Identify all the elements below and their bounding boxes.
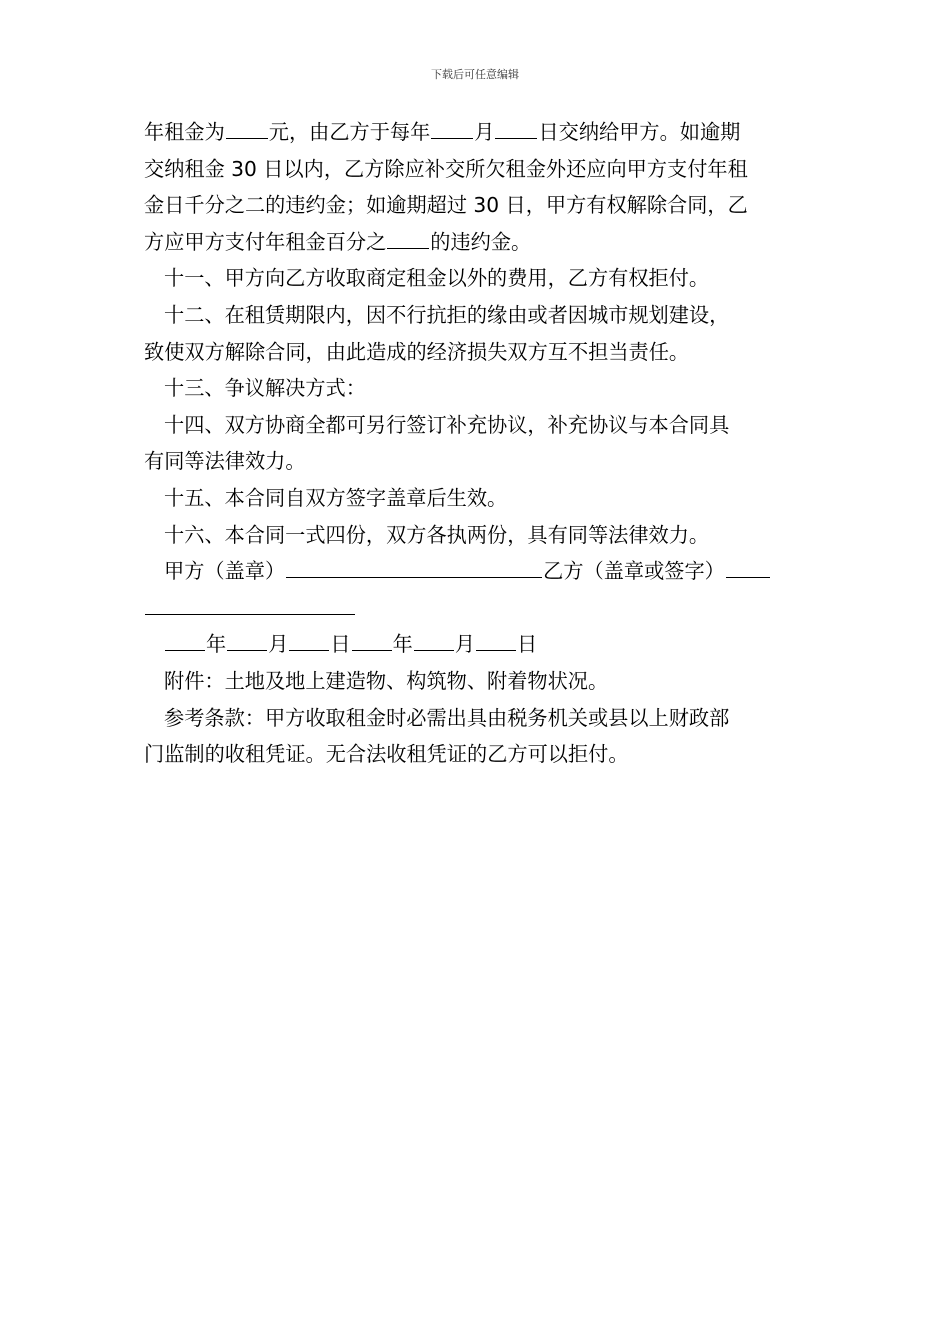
date-line [144, 626, 808, 663]
party-b-month-field[interactable] [414, 629, 454, 651]
rent-clause-line-3: 金日千分之二的违约金；如逾期超过 30 日，甲方有权解除合同，乙 [144, 193, 748, 218]
year-label: 年 [206, 632, 227, 657]
contract-page [144, 114, 808, 773]
signature-line [144, 553, 808, 590]
rent-clause-line-4 [144, 224, 808, 261]
party-a-month-field[interactable] [227, 629, 267, 651]
clause-14-line-1: 十四、双方协商全都可另行签订补充协议，补充协议与本合同具 [164, 412, 730, 437]
month-label: 月 [268, 632, 289, 657]
day-label: 日 [330, 632, 351, 657]
party-b-signature-field-continued[interactable] [145, 593, 355, 615]
party-b-signature-field[interactable] [726, 556, 770, 578]
clause-12-line-1: 十二、在租赁期限内，因不行抗拒的缘由或者因城市规划建设， [164, 302, 730, 327]
text: 年租金为 [144, 120, 225, 144]
signature-line-continued [144, 590, 808, 627]
party-b-day-field[interactable] [476, 629, 516, 651]
clause-16: 十六、本合同一式四份，双方各执两份，具有同等法律效力。 [164, 522, 710, 547]
clause-12-line-2: 致使双方解除合同，由此造成的经济损失双方互不担当责任。 [144, 339, 690, 364]
text: 的违约金。 [430, 229, 532, 254]
party-a-day-field[interactable] [289, 629, 329, 651]
party-a-signature-field[interactable] [286, 556, 542, 578]
clause-15: 十五、本合同自双方签字盖章后生效。 [164, 485, 508, 510]
text: 月 [474, 120, 495, 144]
rent-clause-line-2: 交纳租金 30 日以内，乙方除应补交所欠租金外还应向甲方支付年租 [144, 156, 748, 181]
party-b-year-field[interactable] [352, 629, 392, 651]
blank-field[interactable] [387, 227, 429, 249]
header-watermark: 下载后可任意编辑 [431, 68, 519, 81]
reference-clause-line-2: 门监制的收租凭证。无合法收租凭证的乙方可以拒付。 [144, 742, 629, 767]
month-label: 月 [454, 632, 476, 657]
year-label: 年 [392, 632, 413, 657]
blank-field[interactable] [226, 117, 268, 139]
blank-field[interactable] [495, 117, 537, 139]
clause-11: 十一、甲方向乙方收取商定租金以外的费用，乙方有权拒付。 [164, 266, 710, 291]
clause-14-line-2: 有同等法律效力。 [144, 449, 306, 474]
clause-13: 十三、争议解决方式： [164, 376, 366, 401]
text: 方应甲方支付年租金百分之 [144, 229, 387, 254]
party-a-label: 甲方（盖章） [164, 559, 286, 584]
text: 元，由乙方于每年 [268, 120, 431, 144]
attachment-line: 附件：土地及地上建造物、构筑物、附着物状况。 [164, 668, 609, 693]
blank-field[interactable] [431, 117, 473, 139]
day-label: 日 [517, 632, 538, 657]
party-b-label: 乙方（盖章或签字） [543, 559, 725, 584]
party-a-year-field[interactable] [165, 629, 205, 651]
reference-clause-line-1: 参考条款：甲方收取租金时必需出具由税务机关或县以上财政部 [164, 705, 730, 730]
text: 日交纳给甲方。如逾期 [538, 120, 741, 144]
rent-clause-line-1 [144, 114, 808, 151]
